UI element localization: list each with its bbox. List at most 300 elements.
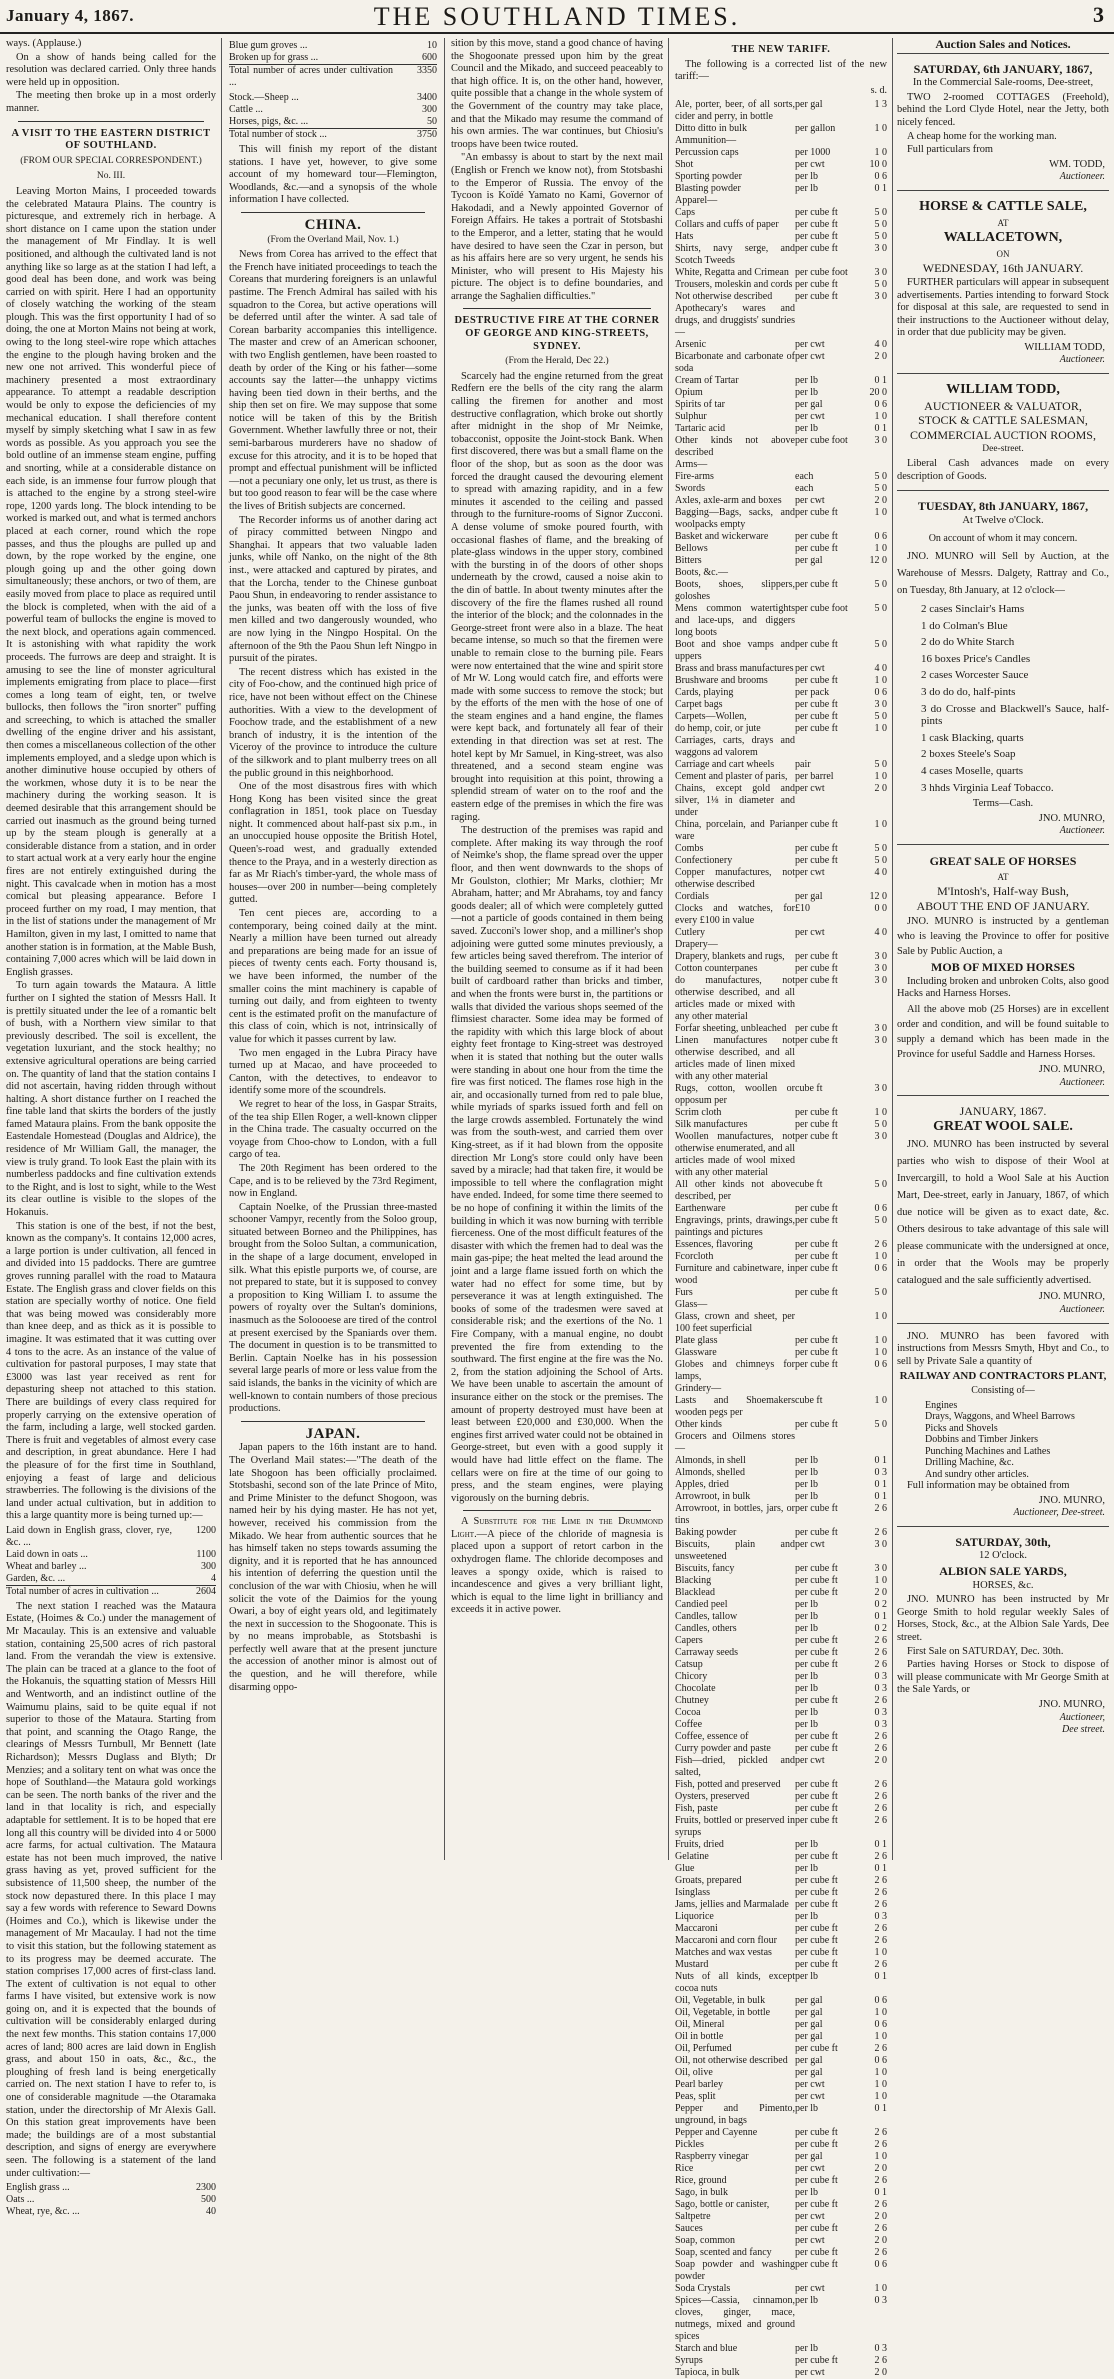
tariff-row bbox=[675, 1743, 887, 1755]
tariff-rate: 2 6 bbox=[874, 1779, 887, 1791]
tariff-item: Ditto ditto in bulk bbox=[675, 123, 747, 135]
tariff-rate: 1 0 bbox=[874, 675, 887, 687]
tariff-item: Groats, prepared bbox=[675, 1875, 742, 1887]
paragraph: Two men engaged in the Lubra Piracy have turned up at Macao, and have proceeded to Canton, with the detectives, to endeavor to identify some more of the scoundrels. bbox=[229, 1047, 437, 1097]
paragraph: The next station I reached was the Mataura Estate, (Hoimes & Co.) under the management of Mr Macaulay. This is an extensive and valuable station, containing 25,500 acres of rich pastoral land. From the verandah the view is extensive. The plain can be traced at a glance to the foot of the Hokanuis, the squatting station of Messrs Hill and Wentworth, and an indistinct outline of the Waimumu plains, said to be quite equal if not superior to those of the Mataura. Starting from that point, and scanning the Otago Range, the clearings of Messrs Turnbull, Mr Bennett (late Richardson); Messrs Duglass and Blyth; Dr Menzies; and a solitary tent on what was once the hope of Southland—the Mataura gold workings can be seen. The north banks of the river and the land in that locality is rich, and especially adaptable for settlement. It is to be hoped that ere long all this country will be divided into 4 or 5000 acre farms, for actual cultivation. The Mataura estate has not been much improved, the native grass having as yet, proved sufficient for the subsistence of 11,500 sheep, the number of the stock now depastured there. In this place I may say a few words with reference to Seward Downs (Hoimes and Co.), which is likewise under the management of Mr Macaulay. I had not the time to visit this station, but the following statement as to its progress may be deemed accurate. The station comprises 17,000 acres of first-class land. The extent of cultivation is not equal to other farms I have visited, but extensive work is now going on, and it is expected that the bounds of cultivation will be considerably enlarged during the next few months. This station contains 17,000 acres of land; 800 acres are laid down in English grass, and about 150 in oats, &c., &c., the ploughing of fresh land is being energetically carried on. The next station I have to refer to, is one of considerable magnitude —the Otaramaka station, under the directorship of Mr Alexis Gall. On this station great improvements have been made; the buildings are of a most substantial description, and signs of energy are everywhere seen. The following is a statement of the land under cultivation:— bbox=[6, 1600, 216, 2179]
tariff-rate: 1 0 bbox=[874, 123, 887, 135]
tariff-unit: per cwt bbox=[795, 411, 825, 423]
row-label: English grass ... bbox=[6, 2182, 70, 2194]
tariff-item: Mustard bbox=[675, 1959, 709, 1971]
tariff-unit: per gal bbox=[795, 399, 823, 411]
tariff-rate: 2 6 bbox=[874, 1527, 887, 1539]
tariff-item: Oil, Mineral bbox=[675, 2019, 725, 2031]
paragraph: sition by this move, stand a good chance of having the Shogoonate pressed upon him by the great Council and the Mikado, and succeed peaceably to that high office. It is, on the other hand, however, quite possible that a change in the whole system of the Government of the country may take place, and that the Mikado may resume the command of his own armies. The war continues, but Chiosiu's troops have been twice routed. bbox=[451, 38, 663, 150]
tariff-rate: 2 6 bbox=[874, 2223, 887, 2235]
tariff-rate: 0 3 bbox=[874, 1719, 887, 1731]
tariff-rate: 1 0 bbox=[874, 1575, 887, 1587]
tariff-item: Fcorcloth bbox=[675, 1251, 714, 1263]
tariff-unit: per cube ft bbox=[795, 1731, 838, 1743]
tariff-item: Sago, in bulk bbox=[675, 2187, 729, 2199]
tariff-item: Sago, bottle or canister, bbox=[675, 2199, 770, 2211]
tariff-row bbox=[675, 2187, 887, 2199]
tariff-unit: per cube ft bbox=[795, 2247, 838, 2259]
tariff-rate: 0 1 bbox=[874, 1491, 887, 1503]
tariff-row bbox=[675, 1875, 887, 1887]
table-row bbox=[229, 104, 437, 116]
tariff-rate: 5 0 bbox=[874, 639, 887, 651]
tariff-row bbox=[675, 1671, 887, 1683]
tariff-item: Plate glass bbox=[675, 1335, 718, 1347]
article-title: JAPAN. bbox=[305, 1425, 361, 1442]
tariff-item: Almonds, in shell bbox=[675, 1455, 746, 1467]
tariff-unit: per cube ft bbox=[795, 2199, 838, 2211]
tariff-unit: per lb bbox=[795, 423, 819, 435]
paragraph: The following is a corrected list of the new tariff:— bbox=[675, 58, 887, 83]
tariff-row bbox=[675, 1563, 887, 1575]
tariff-row bbox=[675, 1539, 887, 1563]
tariff-unit: per cube ft bbox=[795, 1899, 838, 1911]
tariff-rate: 1 0 bbox=[874, 147, 887, 159]
table-row bbox=[229, 116, 437, 129]
tariff-row bbox=[675, 1035, 887, 1083]
ad-title: WILLIAM TODD, bbox=[946, 382, 1060, 398]
tariff-rate: 3 0 bbox=[874, 1131, 887, 1143]
tariff-unit: per lb bbox=[795, 1491, 819, 1503]
tariff-item: Carriages, carts, drays and waggons ad valorem bbox=[675, 735, 795, 759]
tariff-unit: per lb bbox=[795, 2103, 819, 2115]
list-item: 2 do do White Starch bbox=[921, 636, 1015, 649]
ad-date: SATURDAY, 6th JANUARY, 1867, bbox=[913, 61, 1093, 76]
total-label: Total number of acres in cultivation ... bbox=[6, 1585, 159, 1597]
paragraph-body: —A piece of the chloride of magnesia is placed upon a support of retort carbon in the oxhydrogen flame. The chloride decomposes and leaves a spongy oxide, which is raised to incandescence and gives a very brilliant light, which is equal to the lime light in brilliancy and exceeds it in active power. bbox=[451, 1528, 663, 1616]
tariff-row bbox=[675, 1839, 887, 1851]
tariff-item: Opium bbox=[675, 387, 703, 399]
tariff-item: Chocolate bbox=[675, 1683, 716, 1695]
tariff-item: Oil, olive bbox=[675, 2067, 713, 2079]
tariff-row bbox=[675, 639, 887, 663]
tariff-unit: per lb bbox=[795, 171, 819, 183]
tariff-item: Sauces bbox=[675, 2223, 703, 2235]
tariff-row bbox=[675, 855, 887, 867]
tariff-unit: per barrel bbox=[795, 771, 834, 783]
tariff-row bbox=[675, 1683, 887, 1695]
article-source: (From the Herald, Dec 22.) bbox=[505, 356, 609, 367]
paragraph: To turn again towards the Mataura. A little further on I sighted the station of Messrs Hall. It is prettily situated under the lee of a romantic belt of bush, with a Northern view similar to that previously described. The soil is excellent, the vegetation luxuriant, and the stock healthy; no extensive agricultural operations are being carried on. The quantity of land that the station contains I did not ascertain, having ridden through without halting. A short distance further on I reached the fine table land that skirts the borders of the justly famed Mataura plains. From the bank opposite the Eastendale Homestead (Douglas and Aldrice), the residence of Mr William Gall, the manager, the view is truly grand. To look East the plain with its numberless paddocks and fine cultivation extends to the Right, and is lost to sight, while to the West its clear outline is visible to the slopes of the Hokanuis. bbox=[6, 980, 216, 1219]
tariff-rate: 5 0 bbox=[874, 1119, 887, 1131]
tariff-row bbox=[675, 123, 887, 135]
tariff-rate: 0 1 bbox=[874, 1455, 887, 1467]
ad-date: JANUARY, 1867. bbox=[959, 1104, 1047, 1119]
column-rule bbox=[892, 38, 893, 1860]
tariff-unit: per cube ft bbox=[795, 1347, 838, 1359]
tariff-rate: 0 6 bbox=[874, 1263, 887, 1275]
paragraph: The recent distress which has existed in the city of Foo-chow, and the continued high price of rice, have not been without effect on the Chinese authorities. With a view to the development of Foochow trade, and the establishment of a new branch of industry, it is the intention of the Viceroy of the province to introduce the culture of the silkwork and to plant mulberry trees on all the public ground in this neighborhood. bbox=[229, 666, 437, 779]
tariff-unit: per cube ft bbox=[795, 2259, 838, 2271]
tariff-rate: 1 0 bbox=[874, 411, 887, 423]
tariff-rate: 2 6 bbox=[874, 2139, 887, 2151]
tariff-rate: 2 0 bbox=[874, 351, 887, 363]
tariff-item: do manufactures, not otherwise described, and all articles made or mixed with any other material bbox=[675, 975, 795, 1023]
tariff-item: Isinglass bbox=[675, 1887, 710, 1899]
tariff-unit: per lb bbox=[795, 1683, 819, 1695]
tariff-item: Not otherwise described bbox=[675, 291, 773, 303]
tariff-item: Bagging—Bags, sacks, and woolpacks empty bbox=[675, 507, 795, 531]
tariff-item: Mens common watertights and lace-ups, and diggers long boots bbox=[675, 603, 795, 639]
tariff-rate: 1 0 bbox=[874, 1347, 887, 1359]
tariff-rate bbox=[859, 459, 887, 471]
tariff-rate: 4 0 bbox=[874, 927, 887, 939]
tariff-item: Matches and wax vestas bbox=[675, 1947, 772, 1959]
tariff-row bbox=[675, 1215, 887, 1239]
tariff-unit: per cwt bbox=[795, 2211, 825, 2223]
row-value: 4 bbox=[211, 1572, 216, 1584]
row-label: Stock.—Sheep ... bbox=[229, 92, 299, 103]
tariff-row bbox=[675, 1659, 887, 1671]
tariff-row bbox=[675, 243, 887, 267]
tariff-row bbox=[675, 1635, 887, 1647]
tariff-unit: per 1000 bbox=[795, 147, 831, 159]
row-label: Laid down in English grass, clover, rye, &c. ... bbox=[6, 1524, 172, 1548]
tariff-rate bbox=[859, 195, 887, 207]
tariff-item: Boot and shoe vamps and uppers bbox=[675, 639, 795, 663]
tariff-row bbox=[675, 171, 887, 183]
tariff-row bbox=[675, 735, 887, 759]
tariff-unit: per gal bbox=[795, 2031, 823, 2043]
tariff-item: Clocks and watches, for every £100 in value bbox=[675, 903, 795, 927]
divider bbox=[463, 308, 651, 309]
tariff-rate: 2 6 bbox=[874, 2355, 887, 2367]
tariff-item: Ale, porter, beer, of all sorts, cider and perry, in bottle bbox=[675, 99, 795, 123]
divider bbox=[18, 121, 204, 122]
tariff-rate: 0 1 bbox=[874, 1863, 887, 1875]
tariff-unit: per cwt bbox=[795, 2079, 825, 2091]
tariff-row bbox=[675, 771, 887, 783]
tariff-rate: 0 1 bbox=[874, 1839, 887, 1851]
tariff-unit: per cwt bbox=[795, 783, 825, 795]
tariff-item: Jams, jellies and Marmalade bbox=[675, 1899, 789, 1911]
tariff-rate: 2 6 bbox=[874, 1959, 887, 1971]
tariff-unit: per cube ft bbox=[795, 1359, 838, 1371]
tariff-item: Spices—Cassia, cinnamon, cloves, ginger, mace, nutmegs, mixed and ground spices bbox=[675, 2295, 795, 2343]
row-value: 2300 bbox=[196, 2182, 216, 2194]
tariff-row bbox=[675, 207, 887, 219]
tariff-row bbox=[675, 675, 887, 687]
tariff-rate: 2 6 bbox=[874, 1695, 887, 1707]
ad-line: Dee-street. bbox=[982, 444, 1024, 455]
ad-role: Auctioneer. bbox=[1059, 825, 1105, 837]
tariff-rate: 0 6 bbox=[874, 399, 887, 411]
tariff-unit: per cube ft bbox=[795, 1815, 838, 1827]
tariff-rate: 3 0 bbox=[874, 1023, 887, 1035]
tariff-rate: 2 6 bbox=[874, 1635, 887, 1647]
tariff-item: Starch and blue bbox=[675, 2343, 738, 2355]
tariff-rate: 1 0 bbox=[874, 2067, 887, 2079]
list-item: 16 boxes Price's Candles bbox=[921, 652, 1031, 665]
tariff-unit: per cube ft bbox=[795, 1023, 838, 1035]
ad-body: Including broken and unbroken Colts, also good Hacks and Harness Horses. bbox=[897, 975, 1109, 1000]
tariff-row bbox=[675, 291, 887, 303]
tariff-item: do hemp, coir, or jute bbox=[675, 723, 761, 735]
tariff-item: Cotton counterpanes bbox=[675, 963, 758, 975]
ad-signature: JNO. MUNRO, bbox=[1038, 1494, 1105, 1506]
tariff-unit bbox=[795, 195, 859, 207]
tariff-row bbox=[675, 2055, 887, 2067]
tariff-row bbox=[675, 1359, 887, 1383]
tariff-item: Blasting powder bbox=[675, 183, 741, 195]
tariff-row bbox=[675, 1755, 887, 1779]
tariff-row bbox=[675, 1239, 887, 1251]
tariff-row bbox=[675, 1707, 887, 1719]
tariff-item: Peas, split bbox=[675, 2091, 716, 2103]
tariff-rate bbox=[859, 303, 887, 339]
tariff-item: Catsup bbox=[675, 1659, 703, 1671]
ad-body: JNO. MUNRO has been instructed by Mr George Smith to hold regular weekly Sales of Horses, Stock, &c., at the Albion Sale Yards, Dee street. bbox=[897, 1594, 1109, 1644]
tariff-item: Cordials bbox=[675, 891, 709, 903]
tariff-row bbox=[675, 1527, 887, 1539]
list-item: Drays, Waggons, and Wheel Barrows bbox=[925, 1411, 1075, 1423]
tariff-item: Oil, Vegetable, in bottle bbox=[675, 2007, 771, 2019]
tariff-row bbox=[675, 1791, 887, 1803]
tariff-unit: per lb bbox=[795, 183, 819, 195]
tariff-unit: per lb bbox=[795, 1467, 819, 1479]
tariff-row bbox=[675, 1995, 887, 2007]
tariff-rate: 2 0 bbox=[874, 2235, 887, 2247]
ad-consisting: Consisting of— bbox=[971, 1385, 1035, 1396]
ad-signature: WM. TODD, bbox=[1049, 158, 1105, 170]
tariff-rate: 2 0 bbox=[874, 2211, 887, 2223]
tariff-rate: 0 3 bbox=[874, 1911, 887, 1923]
tariff-unit: per cube ft bbox=[795, 711, 838, 723]
tariff-item: Pepper and Pimento, unground, in bags bbox=[675, 2103, 795, 2127]
ad-title: RAILWAY AND CONTRACTORS PLANT, bbox=[899, 1370, 1107, 1383]
tariff-row bbox=[675, 531, 887, 543]
tariff-item: Soda Crystals bbox=[675, 2283, 731, 2295]
tariff-item: Axles, axle-arm and boxes bbox=[675, 495, 782, 507]
list-item: Picks and Shovels bbox=[925, 1422, 998, 1434]
tariff-row bbox=[675, 1455, 887, 1467]
table-row bbox=[6, 1525, 216, 1549]
tariff-unit: per cube foot bbox=[795, 267, 848, 279]
paragraph: This station is one of the best, if not the best, known as the company's. It contains 12,000 acres, a large portion is under cultivation, all fenced in and divided into 15 paddocks. There are gumtree groves running parallel with the road to Mataura Estate. The English grass and clover fields on this station are specially worthy of notice. One field that was being mowed was considerably more than knee deep, and as thick as it is possible to imagine. It was estimated that it was cutting over 4 tons to the acre. As an instance of the value of cultivation for pastoral purposes, I may state that £3000 was last year received as rent for depasturing sheep not attached to this station. There are buildings of every class required for properly carrying on the extensive operation of the farm, including a large, well stocked garden. There is fruit and vegetables of almost every case and description, in great abundance. Here I had the pleasure of for the first time in Southland, enjoying a feast of large and delicious strawberries. The following is the divisions of the land under actual cultivation, but in addition to this a large quantity more is being turned up:— bbox=[6, 1220, 216, 1522]
tariff-item: Silk manufactures bbox=[675, 1119, 748, 1131]
tariff-unit: per cube ft bbox=[795, 1335, 838, 1347]
row-label: Cattle ... bbox=[229, 104, 263, 115]
total-label: Total number of acres under cultivation ... bbox=[229, 65, 393, 88]
tariff-row bbox=[675, 399, 887, 411]
tariff-row bbox=[675, 1383, 887, 1395]
tariff-rate: 0 2 bbox=[874, 1599, 887, 1611]
tariff-item: Caps bbox=[675, 207, 695, 219]
tariff-item: Shot bbox=[675, 159, 694, 171]
tariff-rate: 0 1 bbox=[874, 1611, 887, 1623]
tariff-rate: 2 6 bbox=[874, 1875, 887, 1887]
tariff-row bbox=[675, 1911, 887, 1923]
tariff-rate: 5 0 bbox=[874, 1287, 887, 1299]
list-item: Dobbins and Timber Jinkers bbox=[925, 1434, 1039, 1446]
tariff-item: Apparel— bbox=[675, 195, 718, 207]
tariff-item: Cement and plaster of paris, bbox=[675, 771, 788, 783]
list-item: 1 do Colman's Blue bbox=[921, 619, 1008, 632]
list-item: 2 cases Sinclair's Hams bbox=[921, 603, 1025, 615]
row-value: 500 bbox=[201, 2194, 216, 2206]
tariff-row bbox=[675, 1479, 887, 1491]
tariff-unit: per lb bbox=[795, 1479, 819, 1491]
table-row bbox=[6, 2182, 216, 2194]
tariff-rate: 2 6 bbox=[874, 1743, 887, 1755]
tariff-item: Spirits of tar bbox=[675, 399, 725, 411]
tariff-row bbox=[675, 2151, 887, 2163]
tariff-item: Fish, paste bbox=[675, 1803, 718, 1815]
tariff-unit: per lb bbox=[795, 2343, 819, 2355]
tariff-row bbox=[675, 2091, 887, 2103]
tariff-item: Linen manufactures not otherwise described, and all articles made of linen mixed with any other material bbox=[675, 1035, 795, 1083]
tariff-rate: 5 0 bbox=[874, 471, 887, 483]
tariff-item: Cutlery bbox=[675, 927, 705, 939]
tariff-row bbox=[675, 2199, 887, 2211]
tariff-row bbox=[675, 1491, 887, 1503]
tariff-row bbox=[675, 555, 887, 567]
tariff-item: China, porcelain, and Parian ware bbox=[675, 819, 795, 843]
tariff-row bbox=[675, 147, 887, 159]
tariff-rate: 2 6 bbox=[874, 1659, 887, 1671]
ad-role: Dee street. bbox=[1062, 1724, 1105, 1736]
land-table bbox=[6, 1525, 216, 1598]
tariff-row bbox=[675, 579, 887, 603]
tariff-unit: per cwt bbox=[795, 495, 825, 507]
tariff-rate: 5 0 bbox=[874, 219, 887, 231]
tariff-item: Bitters bbox=[675, 555, 702, 567]
tariff-row bbox=[675, 2175, 887, 2187]
tariff-item: Candles, others bbox=[675, 1623, 737, 1635]
tariff-row bbox=[675, 2295, 887, 2343]
tariff-row bbox=[675, 2343, 887, 2355]
column-rule bbox=[668, 38, 669, 1860]
tariff-row bbox=[675, 411, 887, 423]
tariff-rate: 2 0 bbox=[874, 1755, 887, 1767]
tariff-rate: 3 0 bbox=[874, 975, 887, 987]
tariff-row bbox=[675, 2007, 887, 2019]
tariff-item: Oysters, preserved bbox=[675, 1791, 750, 1803]
tariff-item: Swords bbox=[675, 483, 706, 495]
tariff-unit: per cwt bbox=[795, 867, 825, 879]
ad-on: ON bbox=[996, 248, 1010, 259]
paragraph: ways. (Applause.) bbox=[6, 38, 82, 49]
tariff-unit: per cube ft bbox=[795, 1791, 838, 1803]
tariff-item: Fruits, bottled or preserved in syrups bbox=[675, 1815, 795, 1839]
cultivation-table bbox=[6, 2182, 216, 2218]
tariff-rate: 1 0 bbox=[874, 723, 887, 735]
tariff-rate: 0 1 bbox=[874, 2103, 887, 2115]
ad-albion-sale-yards bbox=[897, 1531, 1109, 1743]
paragraph: This will finish my report of the distant stations. I have yet, however, to give some account of my homeward tour—Flemington, Woodlands, &c.—and a synopsis of the whole information I have collected. bbox=[229, 144, 437, 206]
ad-date: WEDNESDAY, 16th JANUARY. bbox=[922, 261, 1084, 276]
paragraph bbox=[451, 1516, 663, 1617]
ad-body: Liberal Cash advances made on every description of Goods. bbox=[897, 458, 1109, 482]
tariff-unit: per cube ft bbox=[795, 675, 838, 687]
column-1 bbox=[6, 38, 216, 2218]
tariff-row bbox=[675, 2163, 887, 2175]
tariff-item: Pickles bbox=[675, 2139, 704, 2151]
tariff-item: Brushware and brooms bbox=[675, 675, 768, 687]
tariff-row bbox=[675, 1287, 887, 1299]
row-label: Garden, &c. ... bbox=[6, 1572, 66, 1584]
tariff-item: Gelatine bbox=[675, 1851, 709, 1863]
tariff-item: Nuts of all kinds, except cocoa nuts bbox=[675, 1971, 795, 1995]
paragraph: "An embassy is about to start by the next mail (English or French we know not), from Stotsbashi to the Emperor of Russia. The envoy of the Tycoon is Koïdé Yamato no Kami, Governor of Hakodadi, and a Newly appointed Governor of Foreign Affairs. He takes a portrait of Stotsbashi to the Emperor, and a letter, stating that he would have desired to have seen the Czar in person, but as his affairs here are so very urgent, he sends his Minister, who will present to His Majesty his picture. The object is to define boundaries, and arrange the Saghalien difficulties." bbox=[451, 152, 663, 302]
tariff-row bbox=[675, 2247, 887, 2259]
ad-note: On account of whom it may concern. bbox=[928, 533, 1078, 545]
tariff-row bbox=[675, 471, 887, 483]
tariff-rate: 1 0 bbox=[874, 1947, 887, 1959]
tariff-item: Coffee bbox=[675, 1719, 703, 1731]
tariff-item: Shirts, navy serge, and Scotch Tweeds bbox=[675, 243, 795, 267]
tariff-unit: per cube ft bbox=[795, 1743, 838, 1755]
ad-body: Full information may be obtained from bbox=[907, 1480, 1070, 1492]
tariff-row bbox=[675, 387, 887, 399]
ad-item-list bbox=[925, 1400, 1109, 1481]
list-item: Punching Machines and Lathes bbox=[925, 1445, 1051, 1457]
tariff-unit: per lb bbox=[795, 387, 819, 399]
tariff-unit: per cube ft bbox=[795, 543, 838, 555]
tariff-row bbox=[675, 1467, 887, 1479]
tariff-item: Maccaroni and corn flour bbox=[675, 1935, 777, 1947]
tariff-item: Biscuits, plain and unsweetened bbox=[675, 1539, 795, 1563]
tariff-item: Ammunition— bbox=[675, 135, 737, 147]
tariff-item: Collars and cuffs of paper bbox=[675, 219, 779, 231]
tariff-rate: 0 6 bbox=[874, 2055, 887, 2067]
ad-role: Auctioneer. bbox=[1059, 354, 1105, 366]
tariff-item: Saltpetre bbox=[675, 2211, 711, 2223]
tariff-unit: per cwt bbox=[795, 2163, 825, 2175]
tariff-row bbox=[675, 711, 887, 723]
tariff-row bbox=[675, 1179, 887, 1203]
list-item: 3 do do do, half-pints bbox=[921, 685, 1016, 698]
page-number: 3 bbox=[1093, 2, 1104, 27]
tariff-rate: 2 0 bbox=[874, 1587, 887, 1599]
tariff-row bbox=[675, 1395, 887, 1419]
ad-body: First Sale on SATURDAY, Dec. 30th. bbox=[907, 1645, 1064, 1657]
tariff-row bbox=[675, 1947, 887, 1959]
tariff-item: Glass, crown and sheet, per 100 feet superficial bbox=[675, 1311, 795, 1335]
column-rule bbox=[221, 38, 222, 1860]
tariff-row bbox=[675, 267, 887, 279]
tariff-unit: per cwt bbox=[795, 927, 825, 939]
tariff-unit: per cube ft bbox=[795, 579, 838, 591]
column-5 bbox=[897, 38, 1109, 1860]
ad-signature: JNO. MUNRO, bbox=[1038, 812, 1105, 824]
tariff-rate: 5 0 bbox=[874, 483, 887, 495]
tariff-item: Cards, playing bbox=[675, 687, 734, 699]
tariff-item: Apothecary's wares and drugs, and druggists' sundries— bbox=[675, 303, 795, 339]
tariff-unit: per cube ft bbox=[795, 2175, 838, 2187]
tariff-rate: 0 3 bbox=[874, 1467, 887, 1479]
tariff-rate: 3 0 bbox=[874, 963, 887, 975]
tariff-unit: per lb bbox=[795, 1707, 819, 1719]
article-title: THE NEW TARIFF. bbox=[731, 44, 831, 55]
tariff-item: Furniture and cabinetware, in wood bbox=[675, 1263, 795, 1287]
tariff-unit bbox=[795, 939, 859, 951]
tariff-rate: 0 6 bbox=[874, 2019, 887, 2031]
tariff-unit: each bbox=[795, 483, 814, 495]
ad-railway-plant bbox=[897, 1328, 1109, 1527]
tariff-row bbox=[675, 663, 887, 675]
tariff-item: Grocers and Oilmens stores— bbox=[675, 1431, 795, 1455]
ad-body: JNO. MUNRO is instructed by a gentleman who is leaving the Province to offer for positive Sale by Public Auction, a bbox=[897, 916, 1109, 958]
tariff-row bbox=[675, 1299, 887, 1311]
tariff-row bbox=[675, 459, 887, 471]
tariff-rate: 2 6 bbox=[874, 1887, 887, 1899]
tariff-rate: 5 0 bbox=[874, 231, 887, 243]
